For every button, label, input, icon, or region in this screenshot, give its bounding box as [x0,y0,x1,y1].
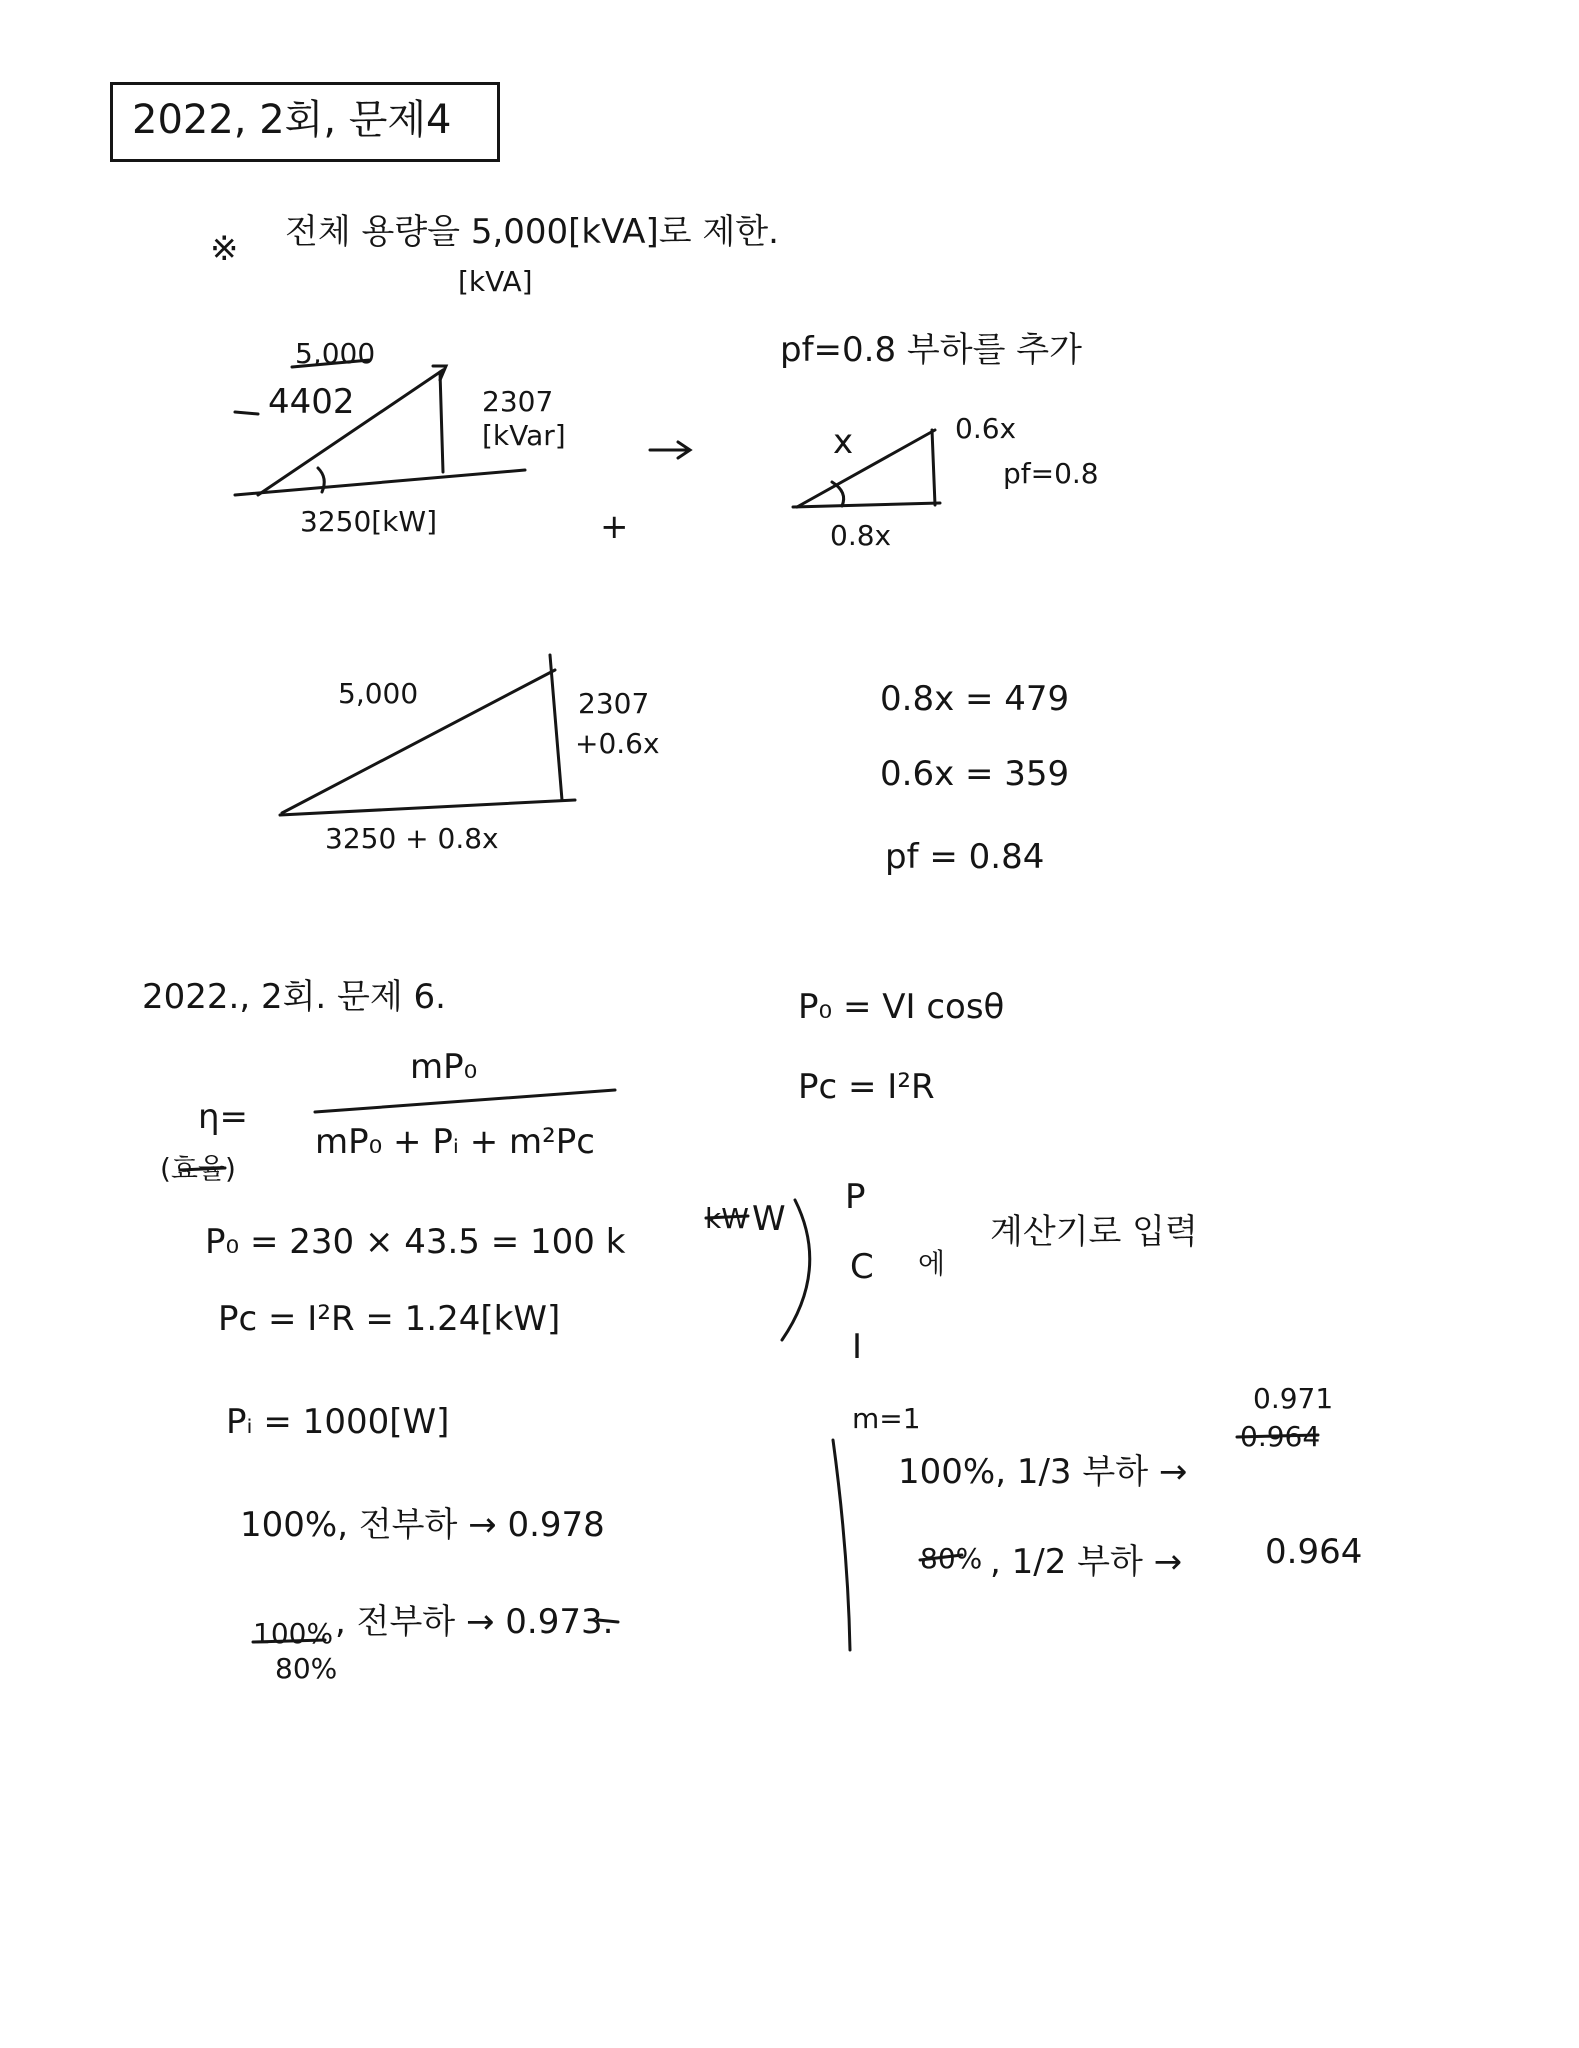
triangle2-pf: pf=0.8 [1003,457,1099,490]
side-letter-p: P [845,1177,866,1217]
triangle2-vertical-label: 0.6x [955,412,1017,445]
triangle2-base-label: 0.8x [830,519,892,552]
pi-calc: Pᵢ = 1000[W] [226,1402,450,1442]
side-note-2: 계산기로 입력 [990,1212,1198,1252]
vertical-divider [833,1440,850,1650]
triangle2-hypotenuse [797,430,935,507]
triangle3-base-label: 3250 + 0.8x [325,822,499,855]
pc-calc: Pc = I²R = 1.24[kW] [218,1299,561,1339]
capacity-unit: [kVA] [458,265,533,298]
side-letter-c: C [850,1247,874,1287]
result-pf: pf = 0.84 [885,837,1045,877]
triangle1-base-label: 3250[kW] [300,505,438,538]
triangle3-vertical2: +0.6x [575,727,660,760]
p0-calc: P₀ = 230 × 43.5 = 100 k [205,1222,626,1262]
p0-unit: W [752,1199,786,1239]
problem6-title: 2022., 2회. 문제 6. [142,977,446,1017]
note-marker: ※ [210,229,239,269]
result-08x: 0.8x = 479 [880,679,1070,719]
efficiency-note: (효율) [160,1152,236,1185]
pc-definition: Pc = I²R [798,1067,935,1107]
triangle2-vertical [932,430,935,505]
triangle3-vertical1: 2307 [578,687,650,720]
case4-value: 0.964 [1265,1532,1363,1572]
case2-label: 80% [275,1652,338,1685]
m-equals: m=1 [852,1402,921,1435]
p0-definition: P₀ = VI cosθ [798,987,1005,1027]
capacity-note: 전체 용량을 5,000[kVA]로 제한. [285,212,779,252]
case3: 100%, 1/3 부하 → [898,1452,1188,1492]
plus-sign: + [600,507,629,547]
triangle3-vertical [550,655,562,800]
triangle3-base [280,800,575,815]
triangle1-vertical-label: 2307 [482,385,554,418]
case1: 100%, 전부하 → 0.978 [240,1505,605,1545]
triangle1-hyp: 4402 [268,382,355,422]
case4: , 1/2 부하 → [990,1542,1183,1582]
case2: , 전부하 → 0.973. [335,1602,614,1642]
case4-struck: 80% [920,1542,983,1575]
p0-struck: kW [705,1202,749,1235]
efficiency-numerator: mP₀ [410,1047,478,1087]
case2-struck: 100% [253,1617,334,1650]
triangle3-hyp: 5,000 [338,677,419,710]
triangle2-base [793,503,940,507]
bracket-paren [782,1200,810,1340]
efficiency-symbol: η= [198,1097,249,1137]
triangle1-hyp-struck: 5,000 [295,337,376,370]
triangle1-vertical [440,372,443,472]
fraction-bar [315,1090,615,1112]
case3-value: 0.971 [1253,1382,1334,1415]
add-load-label: pf=0.8 부하를 추가 [780,330,1082,370]
triangle3-hypotenuse [282,670,555,813]
strike-mark [235,412,258,414]
triangle2-hyp: x [833,422,854,462]
triangle1-vertical-unit: [kVar] [482,419,566,452]
side-letter-i: I [852,1327,863,1367]
efficiency-denominator: mP₀ + Pᵢ + m²Pc [315,1122,595,1162]
side-note-1: 에 [918,1247,946,1280]
result-06x: 0.6x = 359 [880,754,1070,794]
problem4-title: 2022, 2회, 문제4 [132,97,452,143]
case3-struck: 0.964 [1240,1420,1321,1453]
